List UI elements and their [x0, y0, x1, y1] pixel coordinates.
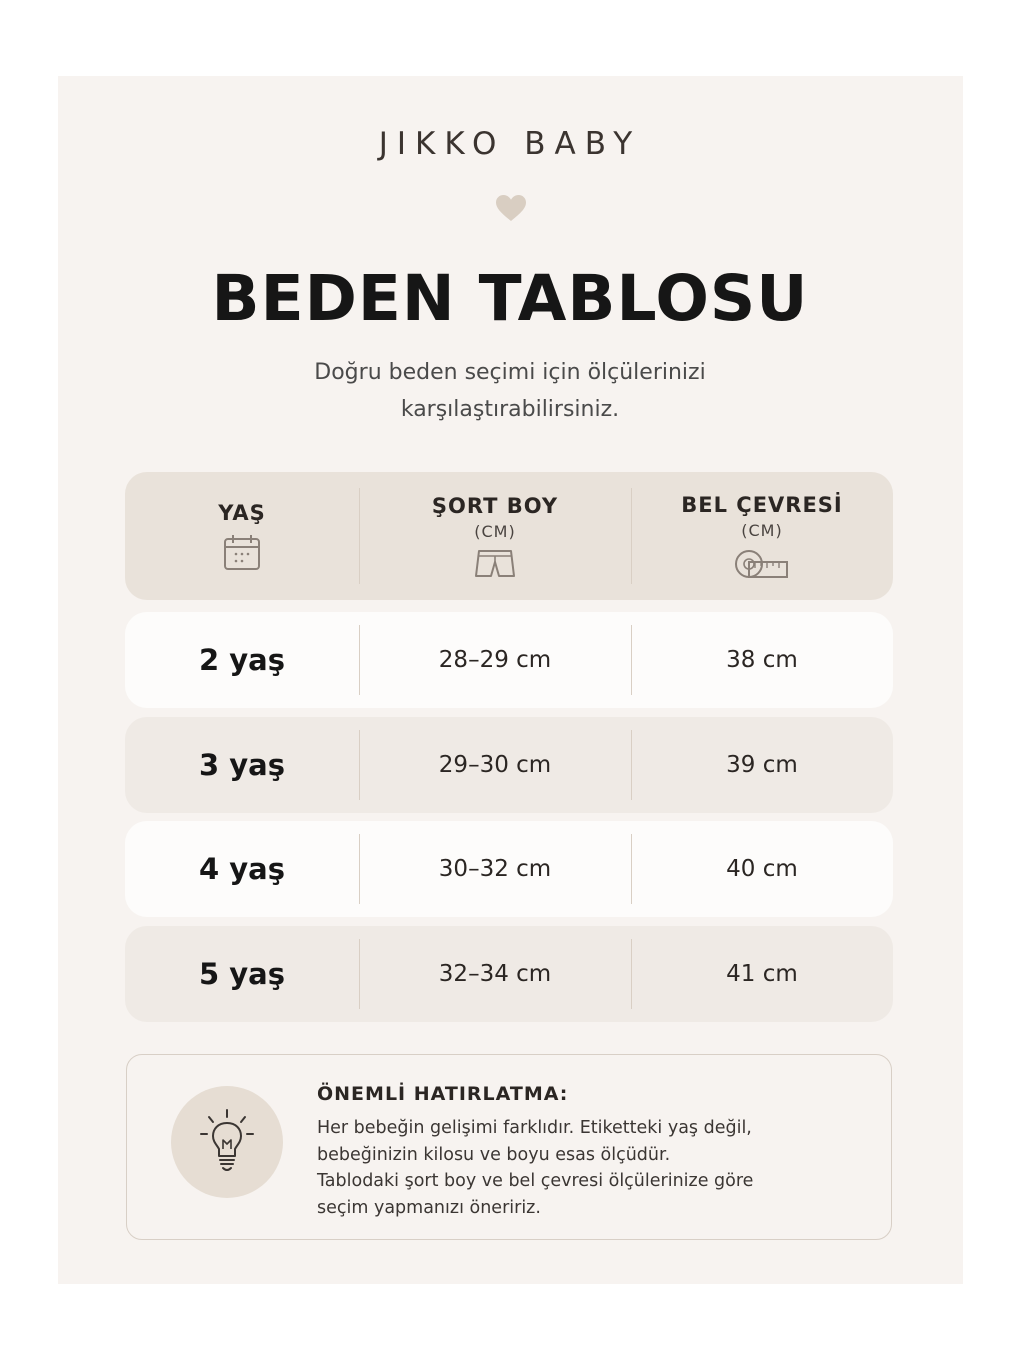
page-subtitle	[0, 354, 1020, 428]
column-divider	[631, 834, 632, 904]
row-waist: 38 cm	[726, 647, 798, 673]
header-waist-label: BEL ÇEVRESİ	[681, 492, 843, 517]
header-short-length	[359, 472, 631, 600]
table-row	[125, 717, 893, 813]
column-divider	[359, 625, 360, 695]
row-short-length: 30–32 cm	[438, 856, 552, 882]
reminder-line: bebeğinizin kilosu ve boyu esas ölçüdür.	[317, 1144, 671, 1165]
column-divider	[359, 939, 360, 1009]
table-row	[125, 821, 893, 917]
reminder-line: Tablodaki şort boy ve bel çevresi ölçülerinize göre	[317, 1171, 754, 1191]
header-waist	[631, 472, 893, 600]
header-age	[125, 472, 359, 600]
column-divider	[359, 834, 360, 904]
subtitle-line-1: Doğru beden seçimi için ölçülerinizi	[314, 360, 706, 385]
header-short-length-label: ŞORT BOY	[431, 493, 559, 518]
row-waist: 40 cm	[726, 856, 798, 882]
table-row	[125, 926, 893, 1022]
row-age: 2 yaş	[198, 643, 285, 677]
reminder-text	[317, 1115, 877, 1221]
reminder-box	[126, 1054, 892, 1240]
lightbulb-badge	[171, 1086, 283, 1198]
table-header-row	[125, 472, 893, 600]
page-title: BEDEN TABLOSU	[211, 262, 809, 335]
shorts-icon	[475, 549, 515, 579]
row-waist: 41 cm	[726, 961, 798, 987]
measuring-tape-icon	[734, 548, 790, 580]
column-divider	[631, 939, 632, 1009]
table-row	[125, 612, 893, 708]
header-short-length-unit: (CM)	[474, 521, 516, 541]
reminder-line: Her bebeğin gelişimi farklıdır. Etiketteki yaş değil,	[317, 1118, 752, 1138]
column-divider	[631, 488, 632, 584]
reminder-title: ÖNEMLİ HATIRLATMA:	[317, 1083, 569, 1105]
lightbulb-icon	[197, 1108, 257, 1176]
row-short-length: 28–29 cm	[438, 647, 552, 673]
header-waist-unit: (CM)	[741, 520, 783, 540]
row-waist: 39 cm	[726, 752, 798, 778]
calendar-icon	[223, 533, 261, 571]
column-divider	[631, 625, 632, 695]
reminder-line: seçim yapmanızı öneririz.	[317, 1197, 541, 1218]
column-divider	[359, 730, 360, 800]
brand-name: JIKKO BABY	[378, 126, 642, 162]
row-age: 5 yaş	[198, 957, 285, 991]
column-divider	[631, 730, 632, 800]
row-age: 4 yaş	[198, 852, 285, 886]
subtitle-line-2: karşılaştırabilirsiniz.	[400, 397, 620, 422]
row-short-length: 32–34 cm	[438, 961, 552, 987]
row-short-length: 29–30 cm	[438, 752, 552, 778]
heart-icon	[495, 194, 527, 222]
column-divider	[359, 488, 360, 584]
row-age: 3 yaş	[198, 748, 285, 782]
header-age-label: YAŞ	[218, 501, 266, 525]
